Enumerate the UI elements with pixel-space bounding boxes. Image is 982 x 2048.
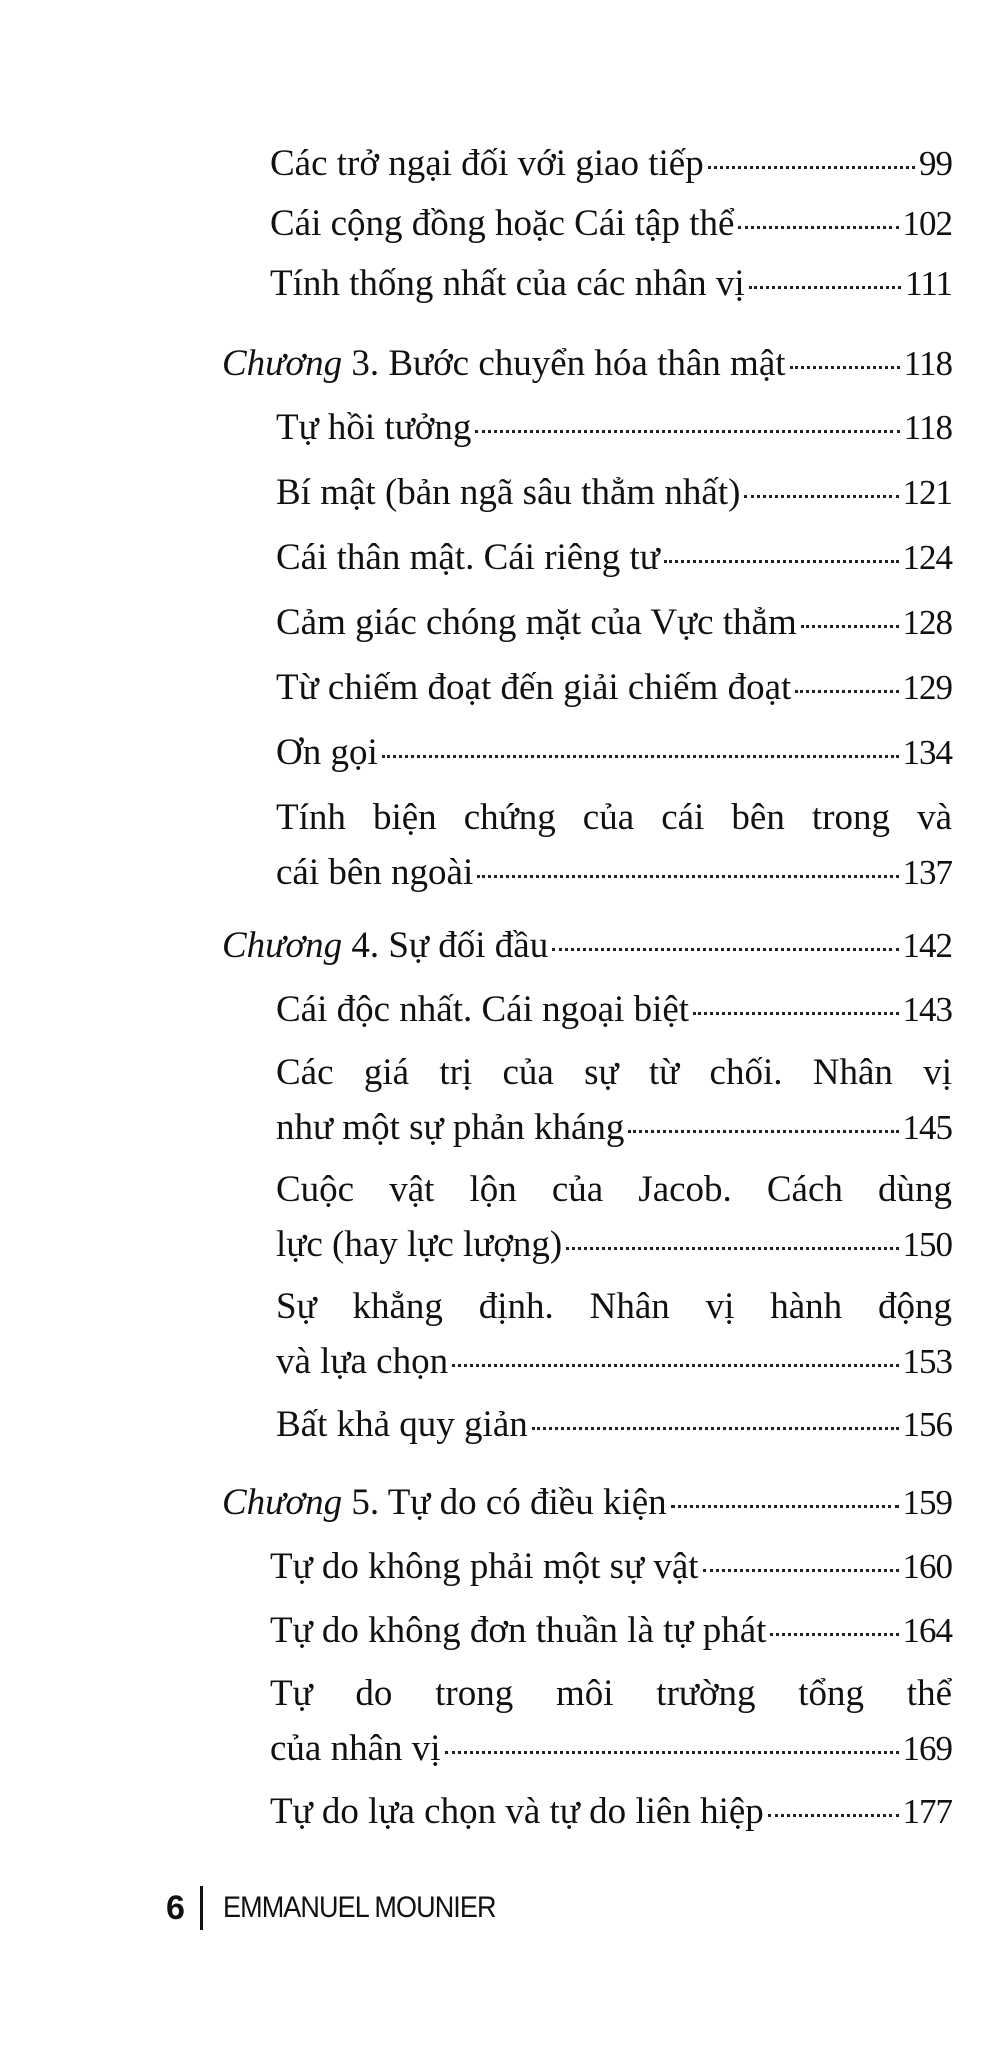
toc-chapter-title [222, 918, 548, 973]
chapter-label: Chương [222, 1482, 343, 1523]
toc-entry-title: và lựa chọn [276, 1341, 449, 1382]
toc-entry-page: 118 [903, 408, 952, 447]
dot-leader [671, 1505, 899, 1508]
toc-entry [276, 1045, 952, 1155]
dot-leader [477, 875, 898, 878]
toc-entry [270, 196, 952, 251]
toc-entry-title: của nhân vị [270, 1728, 441, 1769]
toc-entry-page: 137 [902, 853, 952, 892]
page-footer [166, 1878, 526, 1938]
toc-entry-title: cái bên ngoài [276, 852, 474, 893]
toc-entry-title: Cảm giác chóng mặt của Vực thẳm [276, 602, 797, 643]
toc-entry-page: 156 [902, 1405, 952, 1444]
toc-entry [270, 1784, 952, 1839]
toc-entry-page: 134 [902, 733, 952, 772]
toc-entry-title-line1: Cuộc vật lộn của Jacob. Cách dùng [276, 1169, 952, 1210]
toc-entry-title-line1: Tự do trong môi trường tổng thể [270, 1673, 952, 1714]
page-number: 6 [166, 1888, 185, 1927]
toc-entry-page: 164 [902, 1611, 952, 1650]
toc-entry-title: Bất khả quy giản [276, 1404, 528, 1445]
toc-entry [276, 982, 952, 1037]
dot-leader [452, 1364, 898, 1367]
toc-entry [270, 1666, 952, 1776]
toc-entry-title: Cái cộng đồng hoặc Cái tập thể [270, 203, 735, 244]
toc-entry-page: 129 [902, 668, 952, 707]
toc-entry [276, 1397, 952, 1452]
toc-entry-title: Tự hồi tưởng [276, 407, 472, 448]
toc-entry-page: 128 [902, 603, 952, 642]
toc-entry-page: 150 [902, 1225, 952, 1264]
toc-entry-title: Tính thống nhất của các nhân vị [270, 263, 745, 304]
dot-leader [703, 1569, 899, 1572]
dot-leader [693, 1012, 898, 1015]
chapter-name: 5. Tự do có điều kiện [342, 1482, 667, 1523]
toc-entry-title: Cái thân mật. Cái riêng tư [276, 537, 660, 578]
toc-entry-title-line1: Các giá trị của sự từ chối. Nhân vị [276, 1052, 952, 1093]
chapter-name: 4. Sự đối đầu [342, 925, 549, 966]
toc-entry-title: Tự do không phải một sự vật [270, 1546, 699, 1587]
toc-entry-page: 111 [905, 264, 952, 303]
chapter-name: 3. Bước chuyển hóa thân mật [342, 343, 786, 384]
toc-entry [276, 465, 952, 520]
toc-chapter-entry [222, 336, 952, 391]
toc-entry [276, 725, 952, 780]
toc-chapter-entry [222, 918, 952, 973]
toc-entry-page: 102 [902, 204, 952, 243]
dot-leader [790, 366, 900, 369]
toc-entry-title: Từ chiếm đoạt đến giải chiếm đoạt [276, 667, 792, 708]
dot-leader [664, 560, 899, 563]
toc-entry-title: Cái độc nhất. Cái ngoại biệt [276, 989, 690, 1030]
dot-leader [628, 1130, 898, 1133]
dot-leader [768, 1814, 899, 1817]
footer-divider [200, 1886, 203, 1930]
toc-entry-page: 160 [902, 1547, 952, 1586]
toc-entry-page: 143 [902, 990, 952, 1029]
toc-entry-title: Bí mật (bản ngã sâu thẳm nhất) [276, 472, 741, 513]
toc-entry-page: 153 [902, 1342, 952, 1381]
dot-leader [566, 1247, 898, 1250]
toc-chapter-title [222, 336, 786, 391]
toc-entry-title: Tự do lựa chọn và tự do liên hiệp [270, 1791, 764, 1832]
toc-entry [270, 136, 952, 191]
dot-leader [382, 755, 899, 758]
toc-entry-page: 121 [902, 473, 952, 512]
toc-entry [276, 595, 952, 650]
toc-entry-page: 159 [902, 1483, 952, 1522]
dot-leader [795, 690, 898, 693]
toc-entry [276, 790, 952, 900]
running-author: EMMANUEL MOUNIER [223, 1891, 496, 1924]
dot-leader [770, 1633, 898, 1636]
dot-leader [532, 1427, 899, 1430]
dot-leader [475, 430, 899, 433]
toc-entry-page: 118 [903, 344, 952, 383]
toc-entry [270, 256, 952, 311]
toc-entry-title: Các trở ngại đối với giao tiếp [270, 143, 704, 184]
toc-entry-page: 99 [919, 144, 952, 183]
toc-entry-page: 142 [902, 926, 952, 965]
toc-entry-title-line1: Sự khẳng định. Nhân vị hành động [276, 1286, 952, 1327]
toc-entry [276, 660, 952, 715]
dot-leader [738, 226, 898, 229]
toc-entry-title: Ơn gọi [276, 732, 378, 773]
dot-leader [708, 166, 915, 169]
toc-entry-page: 145 [902, 1108, 952, 1147]
toc-entry-title-line1: Tính biện chứng của cái bên trong và [276, 797, 952, 838]
toc-entry-title: lực (hay lực lượng) [276, 1224, 563, 1265]
dot-leader [749, 286, 901, 289]
toc-entry [276, 1279, 952, 1389]
toc-entry-page: 177 [902, 1792, 952, 1831]
chapter-label: Chương [222, 343, 343, 384]
toc-entry-title: như một sự phản kháng [276, 1107, 625, 1148]
toc-entry [276, 1162, 952, 1272]
dot-leader [445, 1751, 899, 1754]
chapter-label: Chương [222, 925, 343, 966]
toc-entry [276, 530, 952, 585]
dot-leader [801, 625, 899, 628]
toc-entry-page: 124 [902, 538, 952, 577]
dot-leader [744, 495, 898, 498]
toc-entry [276, 400, 952, 455]
dot-leader [552, 948, 898, 951]
toc-chapter-entry [222, 1475, 952, 1530]
toc-entry [270, 1539, 952, 1594]
toc-entry-page: 169 [902, 1729, 952, 1768]
toc-entry-title: Tự do không đơn thuần là tự phát [270, 1610, 767, 1651]
toc-entry [270, 1603, 952, 1658]
toc-chapter-title [222, 1475, 667, 1530]
